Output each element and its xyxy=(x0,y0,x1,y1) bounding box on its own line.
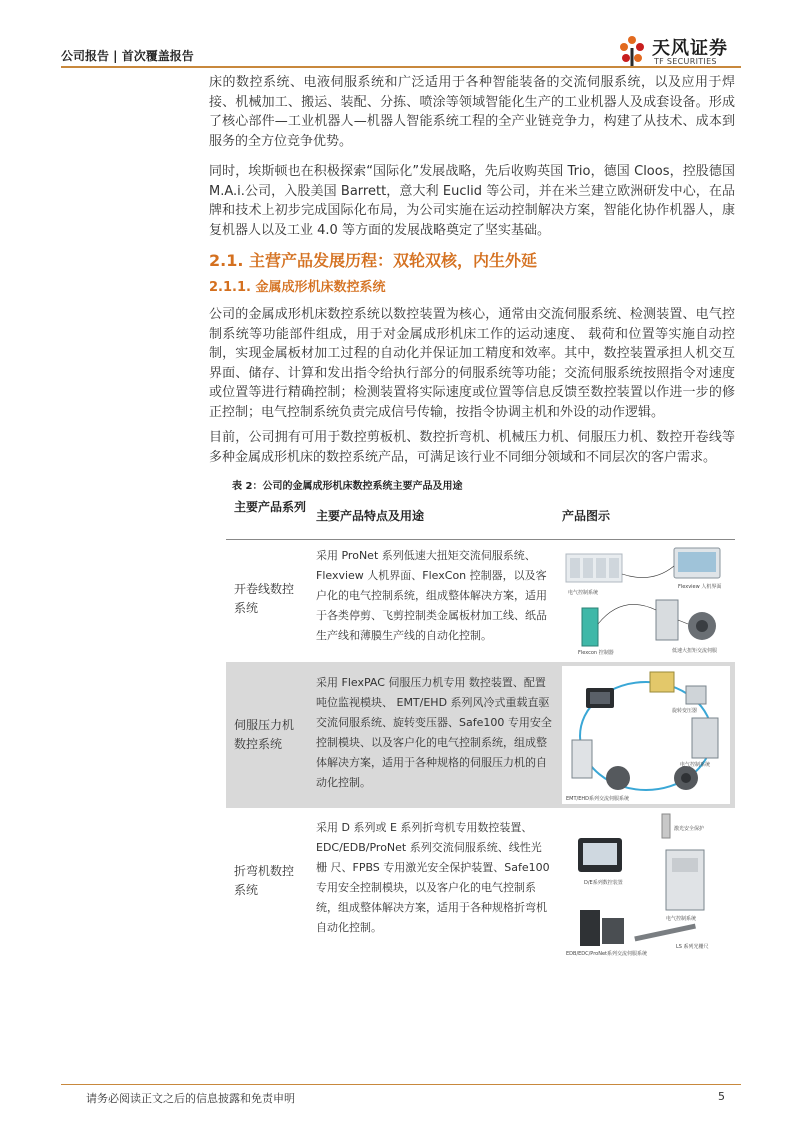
paragraph-internationalization: 同时，埃斯顿也在积极探索“国际化”发展战略，先后收购英国 Trio，德国 Cloos，控股德国 M.A.i.公司，入股美国 Barrett，意大利 Euclid 等公司，并在米兰建立欧洲研发中心，在品牌和技术上初步完成国际化布局，为公司实施在运动控制解决方案，智能化协作机器人，康复机器人以及工业 4.0 等方面的发展战略奠定了坚实基础。 xyxy=(209,164,735,238)
img-label: Flexcon 控制器 xyxy=(578,650,614,656)
footer-disclaimer: 请务必阅读正文之后的信息披露和免责申明 xyxy=(86,1092,295,1105)
section-heading-2-1-1: 2.1.1. 金属成形机床数控系统 xyxy=(209,280,386,295)
logo-text-cn: 天风证券 xyxy=(652,38,728,59)
product-description: 采用 D 系列或 E 系列折弯机专用数控装置、EDC/EDB/ProNet 系列交流伺服系统、线性光栅 尺、FPBS 专用激光安全保护装置、Safe100 专用安全控制模块，以及客户化的电气控制系统，组成整体解决方案，适用于各种规格折弯机自动化控制。 xyxy=(316,821,550,934)
logo-text-en: TF SECURITIES xyxy=(654,57,717,66)
table-header-row xyxy=(226,490,735,540)
product-name: 折弯机数控系统 xyxy=(234,864,295,897)
table-header-series: 主要产品系列 xyxy=(234,500,307,514)
img-label: 电气控制系统 xyxy=(568,590,599,596)
page-number: 5 xyxy=(718,1090,725,1103)
paragraph-metal-forming-cnc: 公司的金属成形机床数控系统以数控装置为核心，通常由交流伺服系统、检测装置、电气控制系统等功能部件组成，用于对金属成形机床工作的运动速度、 载荷和位置等实施自动控制，实现金属板材加工过程的自动化并保证加工精度和效率。其中，数控装置承担人机交互界面、储存、计算和发出指令给执行部分的伺服系统等功能；交流伺服系统按照指令对速度或位置等进行精确控制；检测装置将实际速度或位置等信息反馈至数控装置以作进一步的修正控制；电气控制系统负责完成信号传输，按指令协调主机和外设的动作逻辑。 xyxy=(209,307,735,420)
table-header-features: 主要产品特点及用途 xyxy=(316,509,425,523)
product-name: 伺服压力机数控系统 xyxy=(234,718,295,751)
img-label: 电气控制系统 xyxy=(680,762,711,768)
product-description: 采用 ProNet 系列低速大扭矩交流伺服系统、Flexview 人机界面、FlexCon 控制器，以及客户化的电气控制系统，组成整体解决方案，适用于各类停剪、飞剪控制类金属板材加工线、纸品生产线和薄膜生产线的自动化控制。 xyxy=(316,549,547,642)
press-brake-product-image xyxy=(562,812,730,958)
img-label: Flexview 人机界面 xyxy=(678,584,722,590)
paragraph-intro-continued: 床的数控系统、电液伺服系统和广泛适用于各种智能装备的交流伺服系统，以及应用于焊接、机械加工、搬运、装配、分拣、喷涂等领域智能化生产的工业机器人及成套设备。形成了核心部件—工业机器人—机器人智能系统工程的全产业链竞争力，构建了从技术、成本到服务的全方位竞争优势。 xyxy=(209,75,735,149)
img-label: 低速大扭矩交流伺服 xyxy=(672,648,718,654)
img-label: 激光安全保护 xyxy=(674,826,705,832)
img-label: EMT/EHD系列交流伺服系统 xyxy=(566,796,629,802)
img-label: 电气控制系统 xyxy=(666,916,697,922)
section-heading-2-1: 2.1. 主营产品发展历程：双轮双核，内生外延 xyxy=(209,251,537,270)
logo-flower-icon xyxy=(616,34,648,68)
product-name: 开卷线数控系统 xyxy=(234,582,295,615)
img-label: D/E系列数控装置 xyxy=(584,880,623,886)
img-label: LS 系列光栅尺 xyxy=(676,944,709,950)
uncoiling-line-product-image xyxy=(562,544,730,658)
img-label: EDB/EDC/ProNet系列交流伺服系统 xyxy=(566,951,648,957)
footer-rule xyxy=(61,1084,741,1085)
table-row xyxy=(226,540,735,662)
table-row xyxy=(226,808,735,960)
table-row xyxy=(226,662,735,808)
product-description: 采用 FlexPAC 伺服压力机专用 数控装置、配置吨位监视模块、 EMT/EHD 系列风冷式重载直驱交流伺服系统、旋转变压器、Safe100 专用安全控制模块、以及客户化的电气控制系统，组成整体解决方案，适用于各种规格的伺服压力机的自动化控制。 xyxy=(316,676,552,789)
table-caption: 表 2：公司的金属成形机床数控系统主要产品及用途 xyxy=(232,481,463,492)
report-type-label: 公司报告 | 首次覆盖报告 xyxy=(61,49,194,63)
table-header-image: 产品图示 xyxy=(562,509,611,523)
page-header xyxy=(61,38,741,68)
paragraph-product-range: 目前，公司拥有可用于数控剪板机、数控折弯机、机械压力机、伺服压力机、数控开卷线等多种金属成形机床的数控系统产品，可满足该行业不同细分领域和不同层次的客户需求。 xyxy=(209,430,735,465)
img-label: 旋转变压器 xyxy=(672,708,698,714)
header-rule xyxy=(61,66,741,68)
tf-securities-logo xyxy=(616,34,741,68)
servo-press-product-image xyxy=(562,666,730,804)
